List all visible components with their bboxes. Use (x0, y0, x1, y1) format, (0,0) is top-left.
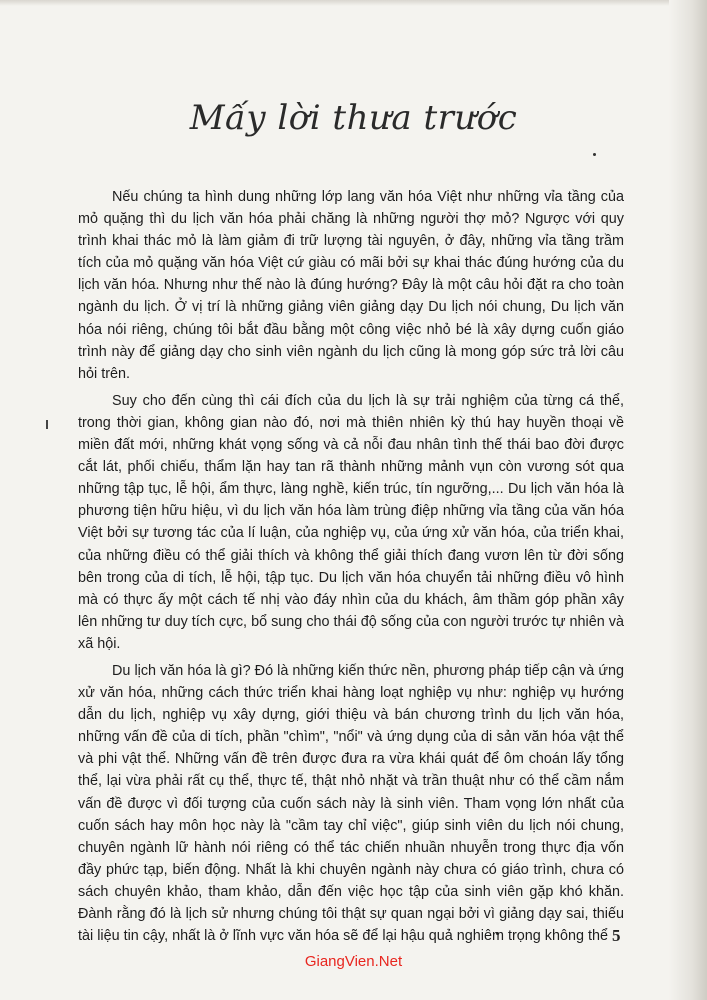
page-binding-shadow (669, 0, 707, 1000)
speck-mark (593, 153, 596, 156)
paragraph: Suy cho đến cùng thì cái đích của du lịch là sự trải nghiệm của từng cá thể, trong thời gian, không gian nào đó, nơi mà thiên nhiên kỳ thú hay huyền thoại về miền đất mới, những khát vọng sống và cả nỗi đau nhân tình thế thái bao đời được cắt lát, phối chiếu, thẩm lặn hay tan rã thành những mảnh vụn còn vương sót qua những tập tục, lễ hội, ẩm thực, làng nghề, kiến trúc, tín ngưỡng,... Du lịch văn hóa là phương tiện hữu hiệu, vì du lịch văn hóa làm trùng điệp những vỉa tầng của văn hóa Việt bởi sự tương tác của lí luận, của nghiệp vụ, của ứng xử văn hóa, của triển khai, của những điều có thể giải thích và không thể giải thích đang vươn lên từ đời sống bên trong của di tích, lễ hội, tập tục. Du lịch văn hóa chuyển tải những điều vô hình mà có thực ấy một cách tế nhị vào đáy nhìn của du khách, âm thầm góp phần xây lên những tư duy tích cực, bổ sung cho thái độ sống của con người trước tự nhiên và xã hội. (78, 392, 624, 652)
body-text (78, 186, 624, 952)
watermark-text: GiangVien.Net (304, 953, 403, 970)
paragraph: Nếu chúng ta hình dung những lớp lang văn hóa Việt như những vỉa tầng của mỏ quặng thì du lịch văn hóa phải chăng là những người thợ mỏ? Ngược với quy trình khai thác mỏ là làm giảm đi trữ lượng tài nguyên, ở đây, những vỉa tầng trầm tích của mỏ quặng văn hóa Việt cứ giàu có mãi bởi sự khai thác đúng hướng của du lịch văn hóa. Nhưng như thế nào là đúng hướng? Đây là một câu hỏi đặt ra cho toàn ngành du lịch. Ở vị trí là những giảng viên giảng dạy Du lịch nói chung, Du lịch văn hóa nói riêng, chúng tôi bắt đầu bằng một công việc nhỏ bé là xây dựng cuốn giáo trình này để giảng dạy cho sinh viên ngành du lịch cũng là mong góp sức trả lời câu hỏi trên. (78, 189, 624, 382)
page-number: 5 (612, 926, 621, 945)
page-top-edge (0, 0, 707, 6)
margin-mark (46, 420, 48, 429)
page-title: Mấy lời thưa trước (189, 98, 518, 138)
paragraph: Du lịch văn hóa là gì? Đó là những kiến thức nền, phương pháp tiếp cận và ứng xử văn hóa, những cách thức triển khai hàng loạt nghiệp vụ như: nghiệp vụ hướng dẫn du lịch, nghiệp vụ xây dựng, giới thiệu và bán chương trình du lịch văn hóa, những vấn đề của di tích, phần "chìm", "nổi" và ứng dụng của di sản văn hóa vật thể và phi vật thể. Những vấn đề trên được đưa ra vừa khái quát để ôm choán lấy tổng thể, lại vừa phải rất cụ thể, thực tế, thật nhỏ nhặt và trần thuật như có thể cầm nắm vấn đề được vì đối tượng của cuốn sách này là sinh viên. Tham vọng lớn nhất của cuốn sách hay môn học này là "cầm tay chỉ việc", giúp sinh viên du lịch nói chung, chuyên ngành lữ hành nói riêng có thể tác chiến nhuần nhuyễn trong thực địa vốn đầy phức tạp, biến động. Nhất là khi chuyên ngành này chưa có giáo trình, chưa có sách chuyên khảo, tham khảo, dẫn đến việc học tập của sinh viên gặp khó khăn. Đành rằng đó là lịch sử nhưng chúng tôi thật sự quan ngại bởi vì giảng dạy sai, thiếu tài liệu tin cậy, nhất là ở lĩnh vực văn hóa sẽ để lại hậu quả nghiêm trọng không thể (78, 662, 624, 945)
